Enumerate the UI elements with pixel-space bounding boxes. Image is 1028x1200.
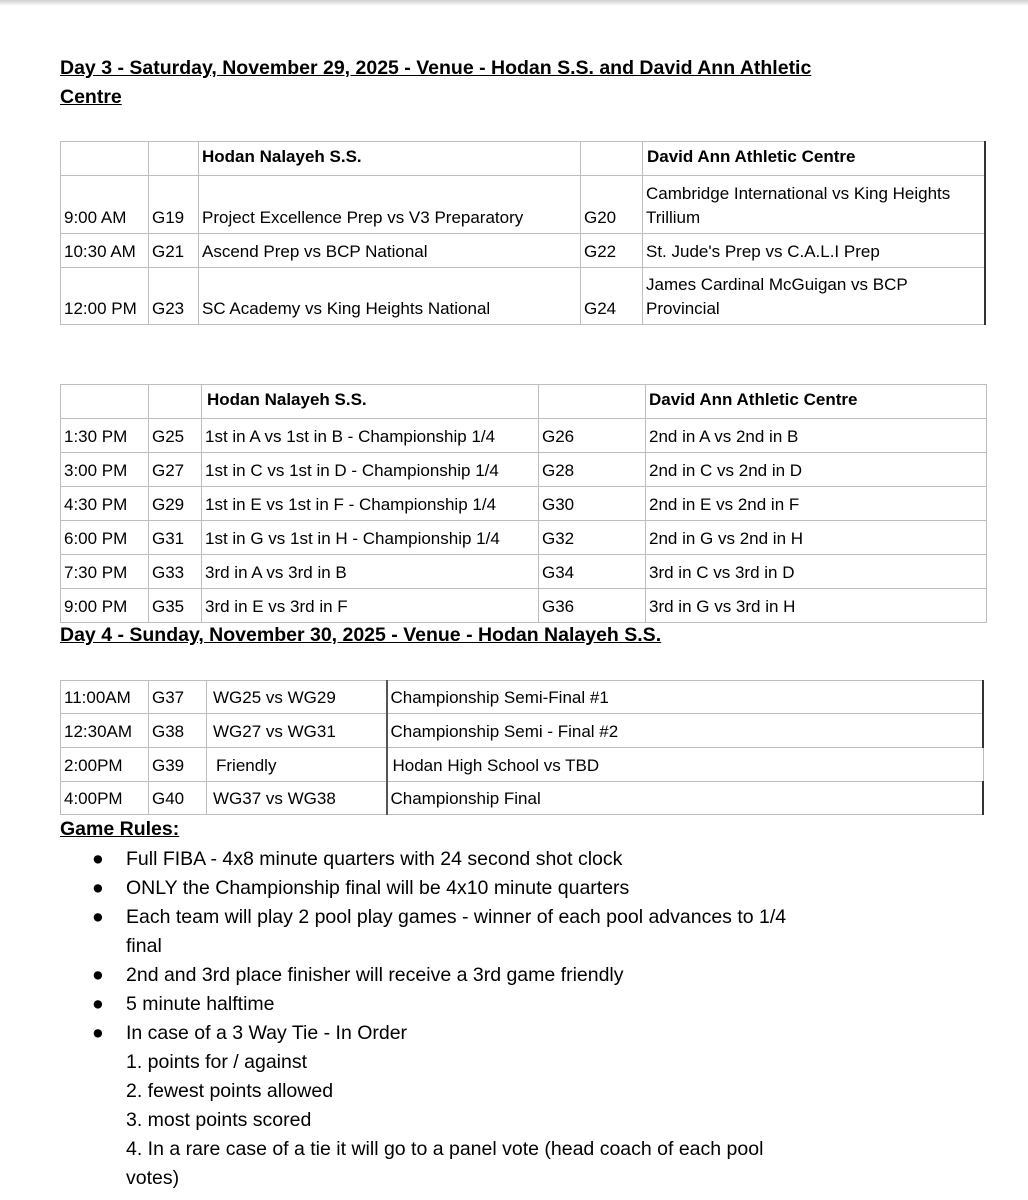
day4-heading: Day 4 - Sunday, November 30, 2025 - Venue - Hodan Nalayeh S.S. xyxy=(60,624,662,646)
game-id-cell: G19 xyxy=(149,176,199,234)
table-row xyxy=(61,555,987,589)
round-cell: Championship Semi - Final #2 xyxy=(387,714,984,748)
table-row xyxy=(61,487,987,521)
game-id-cell: G30 xyxy=(539,487,646,521)
venue-header-hodan: Hodan Nalayeh S.S. xyxy=(199,142,581,176)
table-row xyxy=(61,681,984,714)
matchup-cell: WG37 vs WG38 xyxy=(207,782,387,815)
matchup-cell: James Cardinal McGuigan vs BCP Provincial xyxy=(643,268,986,325)
round-cell: Championship Semi-Final #1 xyxy=(387,681,984,714)
matchup-cell: 3rd in A vs 3rd in B xyxy=(202,555,539,589)
matchup-cell: Project Excellence Prep vs V3 Preparatory xyxy=(199,176,581,234)
time-cell: 7:30 PM xyxy=(61,555,149,589)
game-id-cell: G26 xyxy=(539,419,646,453)
time-cell: 3:00 PM xyxy=(61,453,149,487)
game-id-cell: G35 xyxy=(149,589,202,623)
day3-morning-schedule-table xyxy=(60,141,986,325)
list-item: ● In case of a 3 Way Tie - In Order 1. points for / against 2. fewest points allowed 3. most points scored 4. In a rare case of a tie it will go to a panel vote (head coach of each pool votes) xyxy=(60,1019,820,1193)
round-cell: Championship Final xyxy=(387,782,984,815)
round-cell: Hodan High School vs TBD xyxy=(387,748,984,782)
time-cell: 1:30 PM xyxy=(61,419,149,453)
time-cell: 4:30 PM xyxy=(61,487,149,521)
tiebreaker-item: 4. In a rare case of a tie it will go to a panel vote (head coach of each pool votes) xyxy=(126,1138,764,1189)
table-row xyxy=(61,748,984,782)
time-cell: 9:00 AM xyxy=(61,176,149,234)
tiebreaker-item: 3. most points scored xyxy=(126,1109,312,1131)
table-row xyxy=(61,234,986,268)
game-id-cell: G33 xyxy=(149,555,202,589)
matchup-cell: 1st in A vs 1st in B - Championship 1/4 xyxy=(202,419,539,453)
table-header-row xyxy=(61,142,986,176)
matchup-cell: 1st in E vs 1st in F - Championship 1/4 xyxy=(202,487,539,521)
table-row xyxy=(61,782,984,815)
game-id-cell: G20 xyxy=(581,176,643,234)
venue-header-david-ann: David Ann Athletic Centre xyxy=(643,142,986,176)
table-row xyxy=(61,419,987,453)
bullet-icon: ● xyxy=(92,993,104,1015)
matchup-cell: St. Jude's Prep vs C.A.L.I Prep xyxy=(643,234,986,268)
game-rules-heading: Game Rules: xyxy=(60,818,180,840)
game-id-cell: G37 xyxy=(149,681,207,714)
game-id-cell: G38 xyxy=(149,714,207,748)
game-rules-list xyxy=(60,845,820,1193)
matchup-cell: 2nd in A vs 2nd in B xyxy=(646,419,987,453)
matchup-cell: Ascend Prep vs BCP National xyxy=(199,234,581,268)
game-id-cell: G39 xyxy=(149,748,207,782)
table-row xyxy=(61,176,986,234)
time-cell: 10:30 AM xyxy=(61,234,149,268)
bullet-icon: ● xyxy=(92,906,104,928)
game-id-cell: G34 xyxy=(539,555,646,589)
bullet-icon: ● xyxy=(92,877,104,899)
time-cell: 4:00PM xyxy=(61,782,149,815)
list-item: ● Each team will play 2 pool play games - winner of each pool advances to 1/4 final xyxy=(60,903,820,961)
list-item: ● ONLY the Championship final will be 4x10 minute quarters xyxy=(60,874,820,903)
game-id-cell: G32 xyxy=(539,521,646,555)
venue-header-hodan: Hodan Nalayeh S.S. xyxy=(202,385,539,419)
table-row xyxy=(61,268,986,325)
tiebreaker-list xyxy=(126,1048,820,1193)
game-id-cell: G22 xyxy=(581,234,643,268)
time-cell: 9:00 PM xyxy=(61,589,149,623)
matchup-cell: 1st in C vs 1st in D - Championship 1/4 xyxy=(202,453,539,487)
table-row xyxy=(61,714,984,748)
time-cell: 6:00 PM xyxy=(61,521,149,555)
list-item: ● Full FIBA - 4x8 minute quarters with 24 second shot clock xyxy=(60,845,820,874)
venue-header-david-ann: David Ann Athletic Centre xyxy=(646,385,987,419)
matchup-cell: 2nd in E vs 2nd in F xyxy=(646,487,987,521)
game-id-cell: G40 xyxy=(149,782,207,815)
game-id-cell: G27 xyxy=(149,453,202,487)
matchup-cell: 2nd in C vs 2nd in D xyxy=(646,453,987,487)
matchup-cell: SC Academy vs King Heights National xyxy=(199,268,581,325)
matchup-cell: 3rd in C vs 3rd in D xyxy=(646,555,987,589)
top-edge-shadow xyxy=(0,0,1028,6)
table-header-row xyxy=(61,385,987,419)
game-id-cell: G29 xyxy=(149,487,202,521)
day3-heading: Day 3 - Saturday, November 29, 2025 - Venue - Hodan S.S. and David Ann Athletic Centre xyxy=(60,57,812,108)
game-id-cell: G24 xyxy=(581,268,643,325)
bullet-icon: ● xyxy=(92,848,104,870)
matchup-cell: Friendly xyxy=(207,748,387,782)
table-row xyxy=(61,589,987,623)
time-cell: 12:00 PM xyxy=(61,268,149,325)
matchup-cell: 2nd in G vs 2nd in H xyxy=(646,521,987,555)
matchup-cell: WG27 vs WG31 xyxy=(207,714,387,748)
game-id-cell: G36 xyxy=(539,589,646,623)
game-id-cell: G28 xyxy=(539,453,646,487)
day4-schedule-table xyxy=(60,680,984,815)
game-id-cell: G31 xyxy=(149,521,202,555)
matchup-cell: WG25 vs WG29 xyxy=(207,681,387,714)
matchup-cell: 3rd in G vs 3rd in H xyxy=(646,589,987,623)
table-row xyxy=(61,453,987,487)
matchup-cell: 1st in G vs 1st in H - Championship 1/4 xyxy=(202,521,539,555)
bullet-icon: ● xyxy=(92,1022,104,1044)
bullet-icon: ● xyxy=(92,964,104,986)
day3-afternoon-schedule-table xyxy=(60,384,987,623)
list-item: ● 5 minute halftime xyxy=(60,990,820,1019)
matchup-cell: Cambridge International vs King Heights Trillium xyxy=(643,176,986,234)
tiebreaker-item: 2. fewest points allowed xyxy=(126,1080,334,1102)
matchup-cell: 3rd in E vs 3rd in F xyxy=(202,589,539,623)
time-cell: 11:00AM xyxy=(61,681,149,714)
game-id-cell: G21 xyxy=(149,234,199,268)
tiebreaker-item: 1. points for / against xyxy=(126,1051,308,1073)
game-id-cell: G23 xyxy=(149,268,199,325)
table-row xyxy=(61,521,987,555)
list-item: ● 2nd and 3rd place finisher will receive a 3rd game friendly xyxy=(60,961,820,990)
game-id-cell: G25 xyxy=(149,419,202,453)
time-cell: 12:30AM xyxy=(61,714,149,748)
time-cell: 2:00PM xyxy=(61,748,149,782)
